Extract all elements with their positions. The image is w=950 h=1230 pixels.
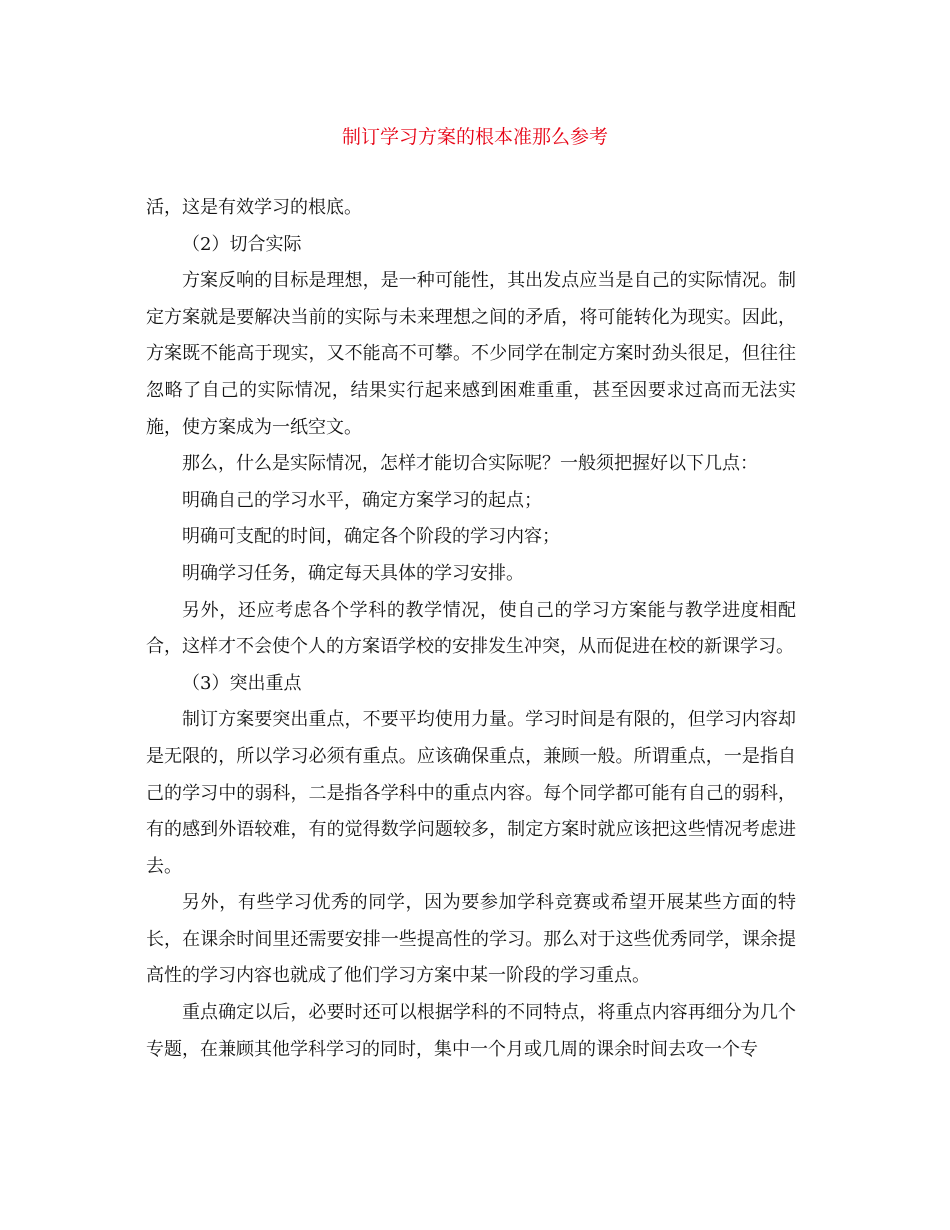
list-item-level: 明确自己的学习水平，确定方案学习的起点； xyxy=(182,489,542,511)
paragraph-topics: 重点确定以后，必要时还可以根据学科的不同特点，将重点内容再细分为几个专题，在兼顾其他学科学习的同时，集中一个月或几周的课余时间去攻一个专 xyxy=(146,1002,796,1060)
document-title: 制订学习方案的根本准那么参考 xyxy=(341,126,608,148)
list-item-task: 明确学习任务，确定每天具体的学习安排。 xyxy=(182,562,524,584)
paragraph-focus-intro: 制订方案要突出重点，不要平均使用力量。学习时间是有限的，但学习内容却是无限的，所以学习必须有重点。应该确保重点，兼顾一般。所谓重点，一是指自己的学习中的弱科，二是指各学科中的重点内容。每个同学都可能有自己的弱科，有的感到外语较难，有的觉得数学问题较多，制定方案时就应该把这些情况考虑进去。 xyxy=(146,709,796,877)
paragraph-practical-question: 那么，什么是实际情况，怎样才能切合实际呢？一般须把握好以下几点： xyxy=(182,453,758,475)
document-body xyxy=(146,190,796,1068)
list-item-time: 明确可支配的时间，确定各个阶段的学习内容； xyxy=(182,526,560,548)
section-heading-practical: （2）切合实际 xyxy=(182,233,302,255)
paragraph-excellent-students: 另外，有些学习优秀的同学，因为要参加学科竞赛或希望开展某些方面的特长，在课余时间里还需要安排一些提高性的学习。那么对于这些优秀同学，课余提高性的学习内容也就成了他们学习方案中某一阶段的学习重点。 xyxy=(146,892,796,987)
paragraph-teaching-progress: 另外，还应考虑各个学科的教学情况，使自己的学习方案能与教学进度相配合，这样才不会使个人的方案语学校的安排发生冲突，从而促进在校的新课学习。 xyxy=(146,599,796,658)
paragraph-practical-goal: 方案反响的目标是理想，是一种可能性，其出发点应当是自己的实际情况。制定方案就是要解决当前的实际与未来理想之间的矛盾，将可能转化为现实。因此，方案既不能高于现实，又不能高不可攀。不少同学在制定方案时劲头很足，但往往忽略了自己的实际情况，结果实行起来感到困难重重，甚至因要求过高而无法实施，使方案成为一纸空文。 xyxy=(146,270,796,438)
section-heading-focus: （3）突出重点 xyxy=(182,672,302,694)
paragraph-continuation: 活，这是有效学习的根底。 xyxy=(146,197,362,218)
